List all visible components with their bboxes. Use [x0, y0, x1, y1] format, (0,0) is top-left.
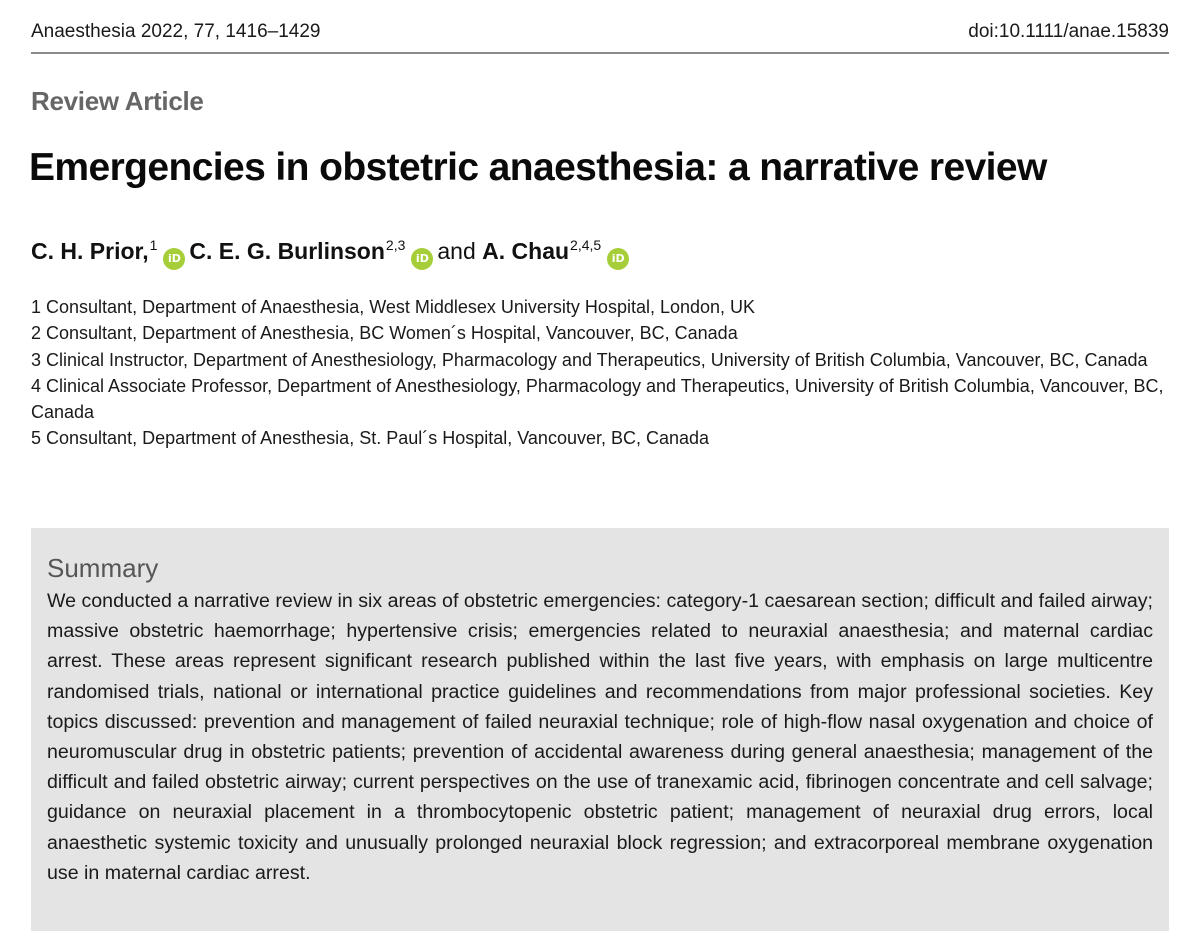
author-connector: and	[437, 238, 476, 264]
affiliation-item: 3 Clinical Instructor, Department of Anesthesiology, Pharmacology and Therapeutics, University of British Columbia, Vancouver, BC, Canada	[31, 349, 1148, 370]
orcid-icon[interactable]: iD	[163, 248, 185, 270]
summary-text: We conducted a narrative review in six areas of obstetric emergencies: category-1 caesarean section; difficult and failed airway; massive obstetric haemorrhage; hypertensive crisis; emergencies related to neuraxial anaesthesia; and maternal cardiac arrest. These areas represent significant research published within the last five years, with emphasis on large multicentre randomised trials, national or international practice guidelines and recommendations from major professional societies. Key topics discussed: prevention and management of failed neuraxial technique; role of high-flow nasal oxygenation and choice of neuromuscular drug in obstetric patients; prevention of accidental awareness during general anaesthesia; management of the difficult and failed obstetric airway; current perspectives on the use of tranexamic acid, fibrinogen concentrate and cell salvage; guidance on neuraxial placement in a thrombocytopenic obstetric patient; management of neuraxial drug errors, local anaesthetic systemic toxicity and unusually prolonged neuraxial block regression; and extracorporeal membrane oxygenation use in maternal cardiac arrest.	[47, 590, 1153, 884]
affiliation-marker: 1	[149, 237, 158, 253]
affiliation-item: 2 Consultant, Department of Anesthesia, BC Women´s Hospital, Vancouver, BC, Canada	[31, 323, 738, 344]
summary-heading: Summary	[47, 553, 159, 583]
affiliation-item: 4 Clinical Associate Professor, Department of Anesthesiology, Pharmacology and Therapeutics, University of British Columbia, Vancouver, BC, Canada	[31, 375, 1164, 423]
author-list	[31, 236, 633, 270]
article-type: Review Article	[31, 86, 204, 116]
journal-reference: Anaesthesia 2022, 77, 1416–1429	[31, 21, 321, 42]
affiliation-marker: 2,4,5	[570, 237, 602, 253]
author-name: C. H. Prior,	[31, 238, 149, 264]
author-chau	[482, 238, 633, 264]
author-name: C. E. G. Burlinson	[189, 238, 385, 264]
author-prior	[31, 238, 189, 264]
orcid-icon[interactable]: iD	[411, 248, 433, 270]
doi-link[interactable]: doi:10.1111/anae.15839	[968, 21, 1169, 42]
author-burlinson	[189, 238, 437, 264]
affiliation-item: 1 Consultant, Department of Anaesthesia, West Middlesex University Hospital, London, UK	[31, 297, 756, 317]
article-title: Emergencies in obstetric anaesthesia: a narrative review	[29, 146, 1047, 189]
author-name: A. Chau	[482, 238, 570, 264]
orcid-icon[interactable]: iD	[607, 248, 629, 270]
affiliation-list	[31, 294, 1171, 452]
running-head	[31, 20, 1169, 54]
affiliation-marker: 2,3	[385, 237, 406, 253]
summary-box	[31, 528, 1169, 931]
affiliation-item: 5 Consultant, Department of Anesthesia, St. Paul´s Hospital, Vancouver, BC, Canada	[31, 428, 710, 449]
